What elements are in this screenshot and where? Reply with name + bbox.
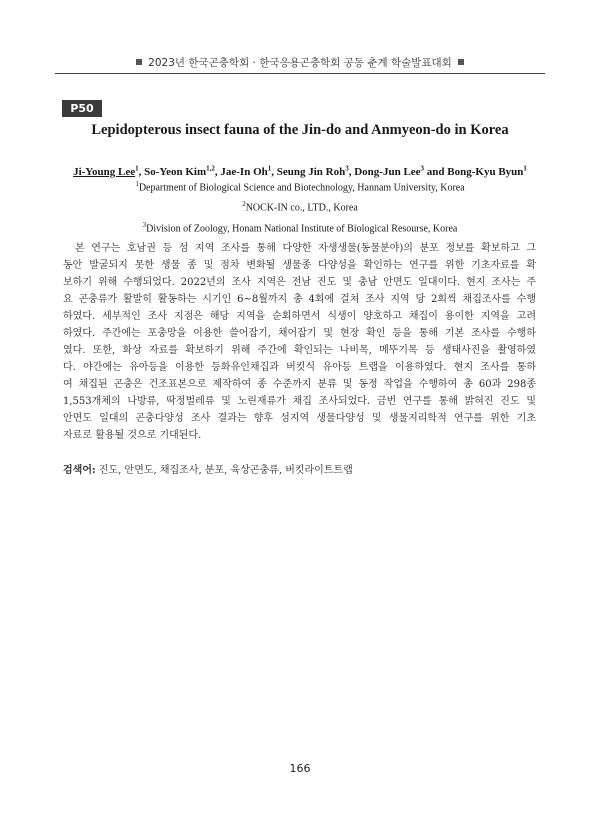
affiliation-list (40, 176, 560, 237)
affiliation-text: Department of Biological Science and Biotechnology, Hannam University, Korea (138, 182, 465, 194)
abstract-line: 하였다. 주간에는 포충망을 이용한 쓸어잡기, 채어잡기 및 현장 확인 등을 통해 기본 조사를 수행하 (63, 328, 536, 339)
author-name-text: Dong-Jun Lee (354, 165, 421, 178)
abstract-line: 요 곤충류가 활발히 활동하는 시기인 6~8월까지 총 4회에 걸쳐 조사 지역 당 2회씩 채집조사를 수행 (63, 294, 536, 305)
abstract-line: 동안 발굴되지 못한 생물 종 및 점차 변화될 생물종 다양성을 확인하는 연구를 위한 기초자료를 확 (63, 260, 536, 271)
abstract-line: 다. 야간에는 유아등을 이용한 등화유인채집과 버킷식 유아등 트랩을 이용하였다. 현지 조사를 통하 (63, 362, 536, 373)
affiliation-mark: 2 (242, 200, 246, 209)
author-affiliation-mark: 1 (523, 164, 527, 172)
author-separator: , (348, 165, 355, 178)
affiliation-mark: 3 (142, 220, 147, 229)
abstract-line: 자료로 활용될 것으로 기대된다. (63, 430, 202, 441)
author-separator: , (271, 165, 277, 178)
affiliation-mark: 1 (135, 180, 139, 188)
abstract-line: 안면도 일대의 곤충다양성 조사 결과는 향후 섬지역 생물다양성 및 생물지리학적 연구를 위한 기초 (63, 413, 536, 424)
square-bullet-icon (136, 59, 142, 65)
author-name-text: Seung Jin Roh (276, 165, 346, 178)
author-affiliation-mark: 1,2 (206, 164, 215, 172)
author-name-text: Ji-Young Lee (73, 165, 136, 178)
author-name-text: So-Yeon Kim (144, 165, 207, 178)
author-name-text: Bong-Kyu Byun (447, 165, 524, 178)
author-affiliation-mark: 3 (345, 164, 349, 172)
author-separator: and (424, 165, 448, 178)
author-affiliation-mark: 1 (267, 164, 272, 172)
affiliation (40, 176, 560, 196)
author-separator: , (214, 165, 221, 178)
poster-number-badge: P50 (62, 100, 102, 117)
abstract (63, 240, 536, 444)
header-text: 2023년 한국곤충학회 · 한국응용곤충학회 공동 춘계 학술발표대회 (148, 57, 452, 69)
paper-title: Lepidopterous insect fauna of the Jin-do and Anmyeon-do in Korea (91, 122, 509, 138)
abstract-line: 여 채집된 곤충은 건조표본으로 제작하여 종 수준까지 분류 및 동정 작업을 수행하여 총 60과 298종 (63, 379, 536, 390)
abstract-line: 본 연구는 호남권 등 섬 지역 조사를 통해 다양한 자생생물(동물분야)의 분포 정보를 확보하고 그 (75, 243, 536, 254)
author-affiliation-mark: 1 (135, 164, 139, 172)
author-name-text: Jae-In Oh (220, 165, 268, 178)
affiliation (40, 217, 560, 237)
keywords-label: 검색어: (63, 465, 96, 476)
keywords (63, 461, 536, 476)
affiliation (40, 196, 560, 216)
header-rule (55, 73, 545, 74)
abstract-line: 1,553개체의 나방류, 딱정벌레류 및 노린재류가 채집 조사되었다. 금번 연구를 통해 밝혀진 진도 및 (63, 396, 536, 407)
page-number: 166 (289, 762, 311, 775)
abstract-line: 하였다. 세부적인 조사 지점은 해당 지역을 순회하면서 식생이 양호하고 채집이 용이한 지역을 고려 (63, 311, 536, 322)
author-affiliation-mark: 3 (420, 164, 425, 172)
abstract-line: 였다. 또한, 화상 자료를 확보하기 위해 주간에 확인되는 나비목, 메뚜기목 등 생태사진을 촬영하였 (63, 345, 536, 356)
running-header (0, 55, 600, 70)
author-separator: , (138, 165, 145, 178)
keywords-text: 진도, 안면도, 채집조사, 분포, 육상곤충류, 버킷라이트트랩 (95, 465, 353, 476)
abstract-line: 보하기 위해 수행되었다. 2022년의 조사 지역은 전남 진도 및 충남 안면도 일대이다. 현지 조사는 주 (63, 277, 536, 288)
affiliation-text: NOCK-IN co., LTD., Korea (245, 202, 358, 214)
square-bullet-icon (458, 59, 464, 65)
affiliation-text: Division of Zoology, Honam National Institute of Biological Resourse, Korea (146, 222, 458, 234)
